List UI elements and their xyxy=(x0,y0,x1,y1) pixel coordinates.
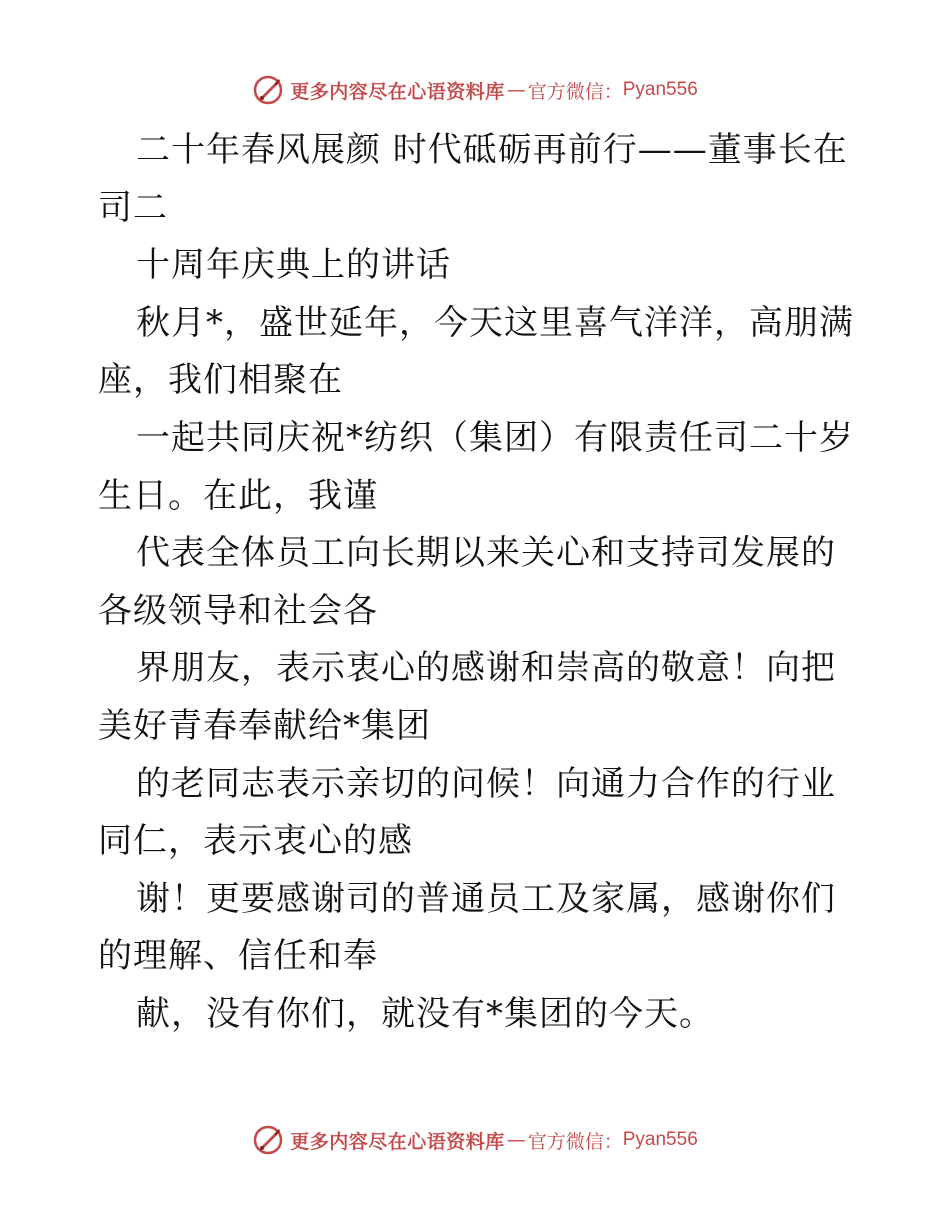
watermark-label: 官方微信： xyxy=(527,1130,623,1153)
quill-pen-icon xyxy=(252,74,284,106)
paragraph: 谢！更要感谢司的普通员工及家属，感谢你们的理解、信任和奉 xyxy=(98,878,836,977)
watermark-wechat-id: Pyan556 xyxy=(622,1129,698,1150)
paragraph: 二十年春风展颜 时代砥砺再前行——董事长在司二 xyxy=(98,130,848,228)
watermark-label: 官方微信： xyxy=(527,80,623,103)
watermark-dash: — xyxy=(506,1129,526,1151)
paragraph: 的老同志表示亲切的问候！向通力合作的行业同仁，表示衷心的感 xyxy=(98,763,836,862)
paragraph: 界朋友，表示衷心的感谢和崇高的敬意！向把美好青春奉献给*集团 xyxy=(98,648,836,746)
quill-pen-icon xyxy=(252,1124,284,1156)
paragraph: 十周年庆典上的讲话 xyxy=(136,245,451,286)
paragraph: 一起共同庆祝*纺织（集团）有限责任司二十岁生日。在此，我谨 xyxy=(98,417,854,516)
watermark-dash: — xyxy=(506,79,526,101)
watermark-wechat-id: Pyan556 xyxy=(622,79,698,100)
header-watermark xyxy=(0,70,950,110)
paragraph: 秋月*，盛世延年，今天这里喜气洋洋，高朋满座，我们相聚在 xyxy=(98,302,854,401)
document-body xyxy=(98,122,868,1044)
footer-watermark xyxy=(0,1120,950,1160)
paragraph: 献，没有你们，就没有*集团的今天。 xyxy=(136,993,714,1034)
watermark-title: 更多内容尽在心语资料库 xyxy=(290,80,505,103)
watermark-title: 更多内容尽在心语资料库 xyxy=(290,1130,505,1153)
paragraph: 代表全体员工向长期以来关心和支持司发展的各级领导和社会各 xyxy=(98,533,836,631)
